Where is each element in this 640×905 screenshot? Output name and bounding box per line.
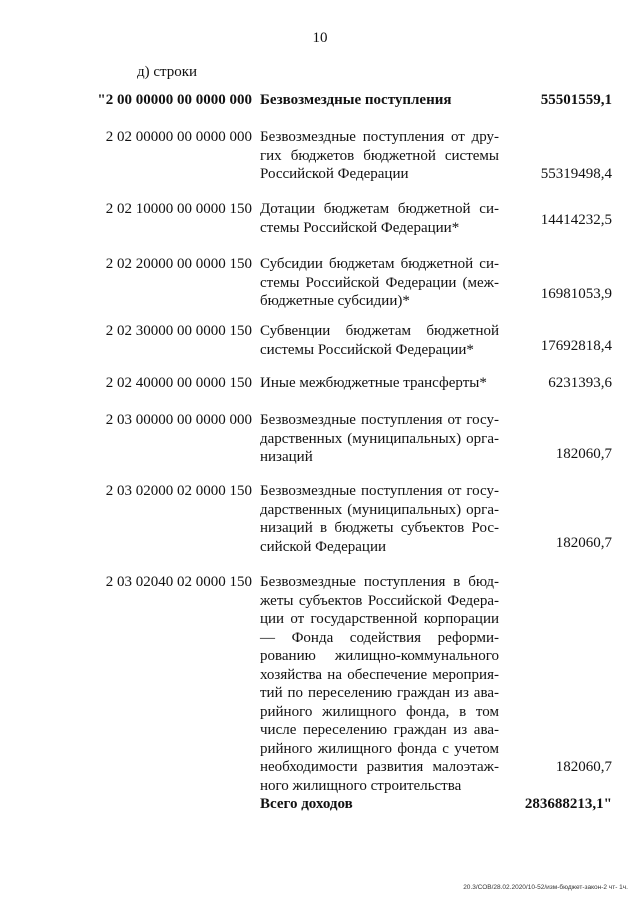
row-value: 283688213,1": [524, 796, 612, 812]
row-description: Иные межбюджетные трансферты*: [260, 375, 487, 391]
page-number: 10: [312, 30, 328, 46]
row-code: 2 02 20000 00 0000 150: [105, 256, 252, 272]
row-value: 55501559,1: [540, 92, 612, 108]
row-value: 182060,7: [555, 446, 612, 462]
row-value: 182060,7: [555, 759, 612, 775]
row-description: Безвозмездные поступления в бюджеты субъектов Российской Федерации от государственной корпорации — Фонда содействия реформированию жилищно-коммунального хозяйства на обеспечение мероприятий по переселению граждан из аварийного жилищного фонда, в том числе переселению граждан из аварийного жилищного фонда с учетом необходимости развития малоэтажного жилищного строительства: [260, 574, 499, 794]
row-value: 182060,7: [555, 535, 612, 551]
row-description: Безвозмездные поступления от государственных (муниципальных) организаций: [260, 412, 499, 465]
row-code: "2 00 00000 00 0000 000: [97, 92, 252, 108]
row-code: 2 03 02040 02 0000 150: [105, 574, 252, 590]
row-code: 2 02 30000 00 0000 150: [105, 323, 252, 339]
document-footer: 20.3/СОВ/28.02.2020/10-52/изм-бюджет-закон-2 чт- 1ч.: [463, 884, 628, 891]
row-value: 55319498,4: [540, 166, 612, 182]
row-description: Всего доходов: [260, 796, 353, 812]
row-value: 14414232,5: [540, 212, 612, 228]
row-value: 17692818,4: [540, 338, 612, 354]
row-description: Безвозмездные поступления: [260, 92, 452, 108]
row-code: 2 02 00000 00 0000 000: [105, 129, 252, 145]
row-description: Безвозмездные поступления от других бюджетов бюджетной системы Российской Федерации: [260, 129, 499, 182]
row-value: 6231393,6: [548, 375, 612, 391]
row-code: 2 03 00000 00 0000 000: [105, 412, 252, 428]
row-code: 2 02 10000 00 0000 150: [105, 201, 252, 217]
row-value: 16981053,9: [540, 286, 612, 302]
row-description: Безвозмездные поступления от государственных (муниципальных) организаций в бюджеты субъектов Российской Федерации: [260, 483, 499, 555]
row-description: Дотации бюджетам бюджетной системы Российской Федерации*: [260, 201, 499, 236]
row-description: Субсидии бюджетам бюджетной системы Российской Федерации (межбюджетные субсидии)*: [260, 256, 499, 309]
row-description: Субвенции бюджетам бюджетной системы Российской Федерации*: [260, 323, 499, 358]
intro-text: д) строки: [137, 64, 198, 80]
row-code: 2 02 40000 00 0000 150: [105, 375, 252, 391]
row-code: 2 03 02000 02 0000 150: [105, 483, 252, 499]
